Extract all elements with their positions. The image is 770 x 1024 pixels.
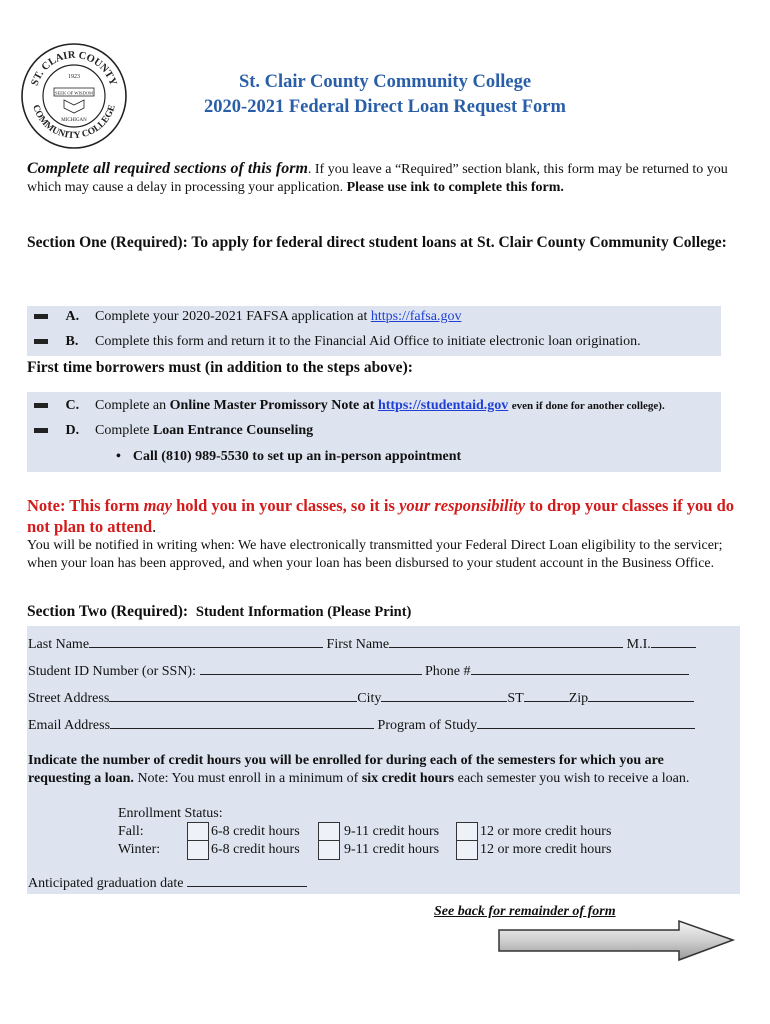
fall-label: Fall: <box>118 824 144 839</box>
grad-date-row <box>28 872 307 892</box>
step-d-bullet-text: Call (810) 989-5530 to set up an in-person appointment <box>132 449 462 464</box>
student-id-field[interactable] <box>200 660 422 675</box>
program-label: Program of Study <box>377 718 478 733</box>
studentaid-link[interactable]: https://studentaid.gov <box>377 398 509 413</box>
city-field[interactable] <box>381 687 507 702</box>
section-one-heading <box>27 233 739 253</box>
step-d-letter: D. <box>65 423 80 438</box>
seal-year: 1923 <box>68 74 80 80</box>
fafsa-link[interactable]: https://fafsa.gov <box>370 309 462 324</box>
st-field[interactable] <box>524 687 569 702</box>
last-name-field[interactable] <box>89 633 323 648</box>
step-c-bold: Online Master Promissory Note at <box>169 398 375 413</box>
seal-state: MICHIGAN <box>61 118 87 123</box>
program-field[interactable] <box>477 714 695 729</box>
credit-min: six credit hours <box>361 771 455 786</box>
step-b-text: Complete this form and return it to the Financial Aid Office to initiate electronic loan origination. <box>95 334 641 349</box>
winter-6-8-checkbox[interactable] <box>187 840 209 860</box>
right-arrow-icon <box>497 918 737 969</box>
fall-opt3: 12 or more credit hours <box>480 824 612 839</box>
winter-opt2: 9-11 credit hours <box>344 842 440 857</box>
step-d <box>34 423 313 439</box>
st-label: ST <box>507 691 524 706</box>
first-name-label: First Name <box>326 637 390 652</box>
college-name: St. Clair County Community College <box>238 72 532 92</box>
see-back-note: See back for remainder of form <box>434 904 616 919</box>
note-part: may <box>143 496 172 515</box>
step-c-small: even if done for another college). <box>511 400 665 412</box>
section-two-subtitle: Student Information (Please Print) <box>195 604 412 620</box>
form-title: 2020-2021 Federal Direct Loan Request Form <box>204 97 566 117</box>
step-d-pre: Complete <box>95 423 150 438</box>
checkbox-mark-icon <box>34 339 48 344</box>
intro-bold: Please use ink to complete this form. <box>346 180 564 195</box>
fall-opt1: 6-8 credit hours <box>211 824 300 839</box>
step-c <box>34 398 665 414</box>
phone-field[interactable] <box>471 660 689 675</box>
mi-label: M.I. <box>626 637 651 652</box>
winter-12-checkbox[interactable] <box>456 840 478 860</box>
intro-text: . If you leave a “Required” section blank, this form may be returned to you which may cause a delay in processing your application. <box>27 162 728 195</box>
seal-top-text: ST. CLAIR COUNTY <box>29 49 119 88</box>
winter-label: Winter: <box>118 842 161 857</box>
section-two-heading <box>27 603 411 621</box>
fall-9-11-checkbox[interactable] <box>318 822 340 842</box>
city-label: City <box>357 691 382 706</box>
credit-bold: Indicate the number of credit hours you will be enrolled for during each of the semesters for which you are requesting a loan. <box>28 753 664 786</box>
enrollment-status-label: Enrollment Status: <box>118 806 223 821</box>
bullet-icon: • <box>116 449 121 464</box>
step-d-bold: Loan Entrance Counseling <box>152 423 314 438</box>
note-part: . <box>152 517 157 536</box>
note-body: You will be notified in writing when: We have electronically transmitted your Federal Direct Loan eligibility to the servicer; when your loan has been approved, and when your loan has been disbursed to your student account in the Business Office. <box>27 538 723 571</box>
phone-label: Phone # <box>425 664 471 679</box>
seal-bottom-text: COMMUNITY COLLEGE <box>30 103 118 142</box>
grad-date-label: Anticipated graduation date <box>28 876 184 891</box>
intro-paragraph <box>27 160 739 197</box>
note-heading <box>27 495 739 537</box>
note-part: Note: This form <box>27 496 144 515</box>
checkbox-mark-icon <box>34 314 48 319</box>
email-row <box>28 714 695 734</box>
address-row <box>28 687 694 707</box>
step-c-letter: C. <box>65 398 80 413</box>
step-c-pre: Complete an <box>95 398 167 413</box>
step-b-letter: B. <box>65 334 79 349</box>
winter-opt3: 12 or more credit hours <box>480 842 612 857</box>
fall-12-checkbox[interactable] <box>456 822 478 842</box>
note-part: your responsibility <box>399 496 526 515</box>
winter-opt1: 6-8 credit hours <box>211 842 300 857</box>
credit-note: Note: You must enroll in a minimum of <box>133 771 362 786</box>
email-field[interactable] <box>110 714 374 729</box>
note-part: hold you in your classes, so it is <box>171 496 400 515</box>
checkbox-mark-icon <box>34 428 48 433</box>
mi-field[interactable] <box>651 633 696 648</box>
intro-bold-italic: Complete all required sections of this form <box>27 160 308 177</box>
last-name-label: Last Name <box>28 637 90 652</box>
zip-field[interactable] <box>588 687 694 702</box>
id-row <box>28 660 689 680</box>
email-label: Email Address <box>28 718 111 733</box>
student-id-label: Student ID Number (or SSN): <box>28 664 196 679</box>
fall-opt2: 9-11 credit hours <box>344 824 440 839</box>
credit-end: each semester you wish to receive a loan. <box>454 771 690 786</box>
step-d-bullet <box>116 449 461 465</box>
grad-date-field[interactable] <box>187 872 307 887</box>
credit-instructions <box>28 752 718 788</box>
name-row <box>28 633 696 653</box>
seal-banner: SEEK OF WISDOM <box>55 90 93 96</box>
first-time-heading: First time borrowers must (in addition to the steps above): <box>27 359 413 376</box>
street-label: Street Address <box>28 691 110 706</box>
note-part: to drop your classes if you do not plan to attend <box>27 496 735 536</box>
checkbox-mark-icon <box>34 403 48 408</box>
section-two-title: Section Two (Required): <box>27 603 189 620</box>
section-one-subtitle: : To apply for federal direct student loans at St. Clair County Community College: <box>182 234 727 251</box>
step-a-text: Complete your 2020-2021 FAFSA application at <box>95 309 368 324</box>
zip-label: Zip <box>568 691 589 706</box>
street-field[interactable] <box>109 687 357 702</box>
first-name-field[interactable] <box>389 633 623 648</box>
winter-9-11-checkbox[interactable] <box>318 840 340 860</box>
college-seal <box>20 42 128 150</box>
fall-6-8-checkbox[interactable] <box>187 822 209 842</box>
step-a-letter: A. <box>65 309 80 324</box>
step-a <box>34 309 461 325</box>
section-one-title: Section One (Required) <box>27 234 183 251</box>
step-b <box>34 334 641 350</box>
